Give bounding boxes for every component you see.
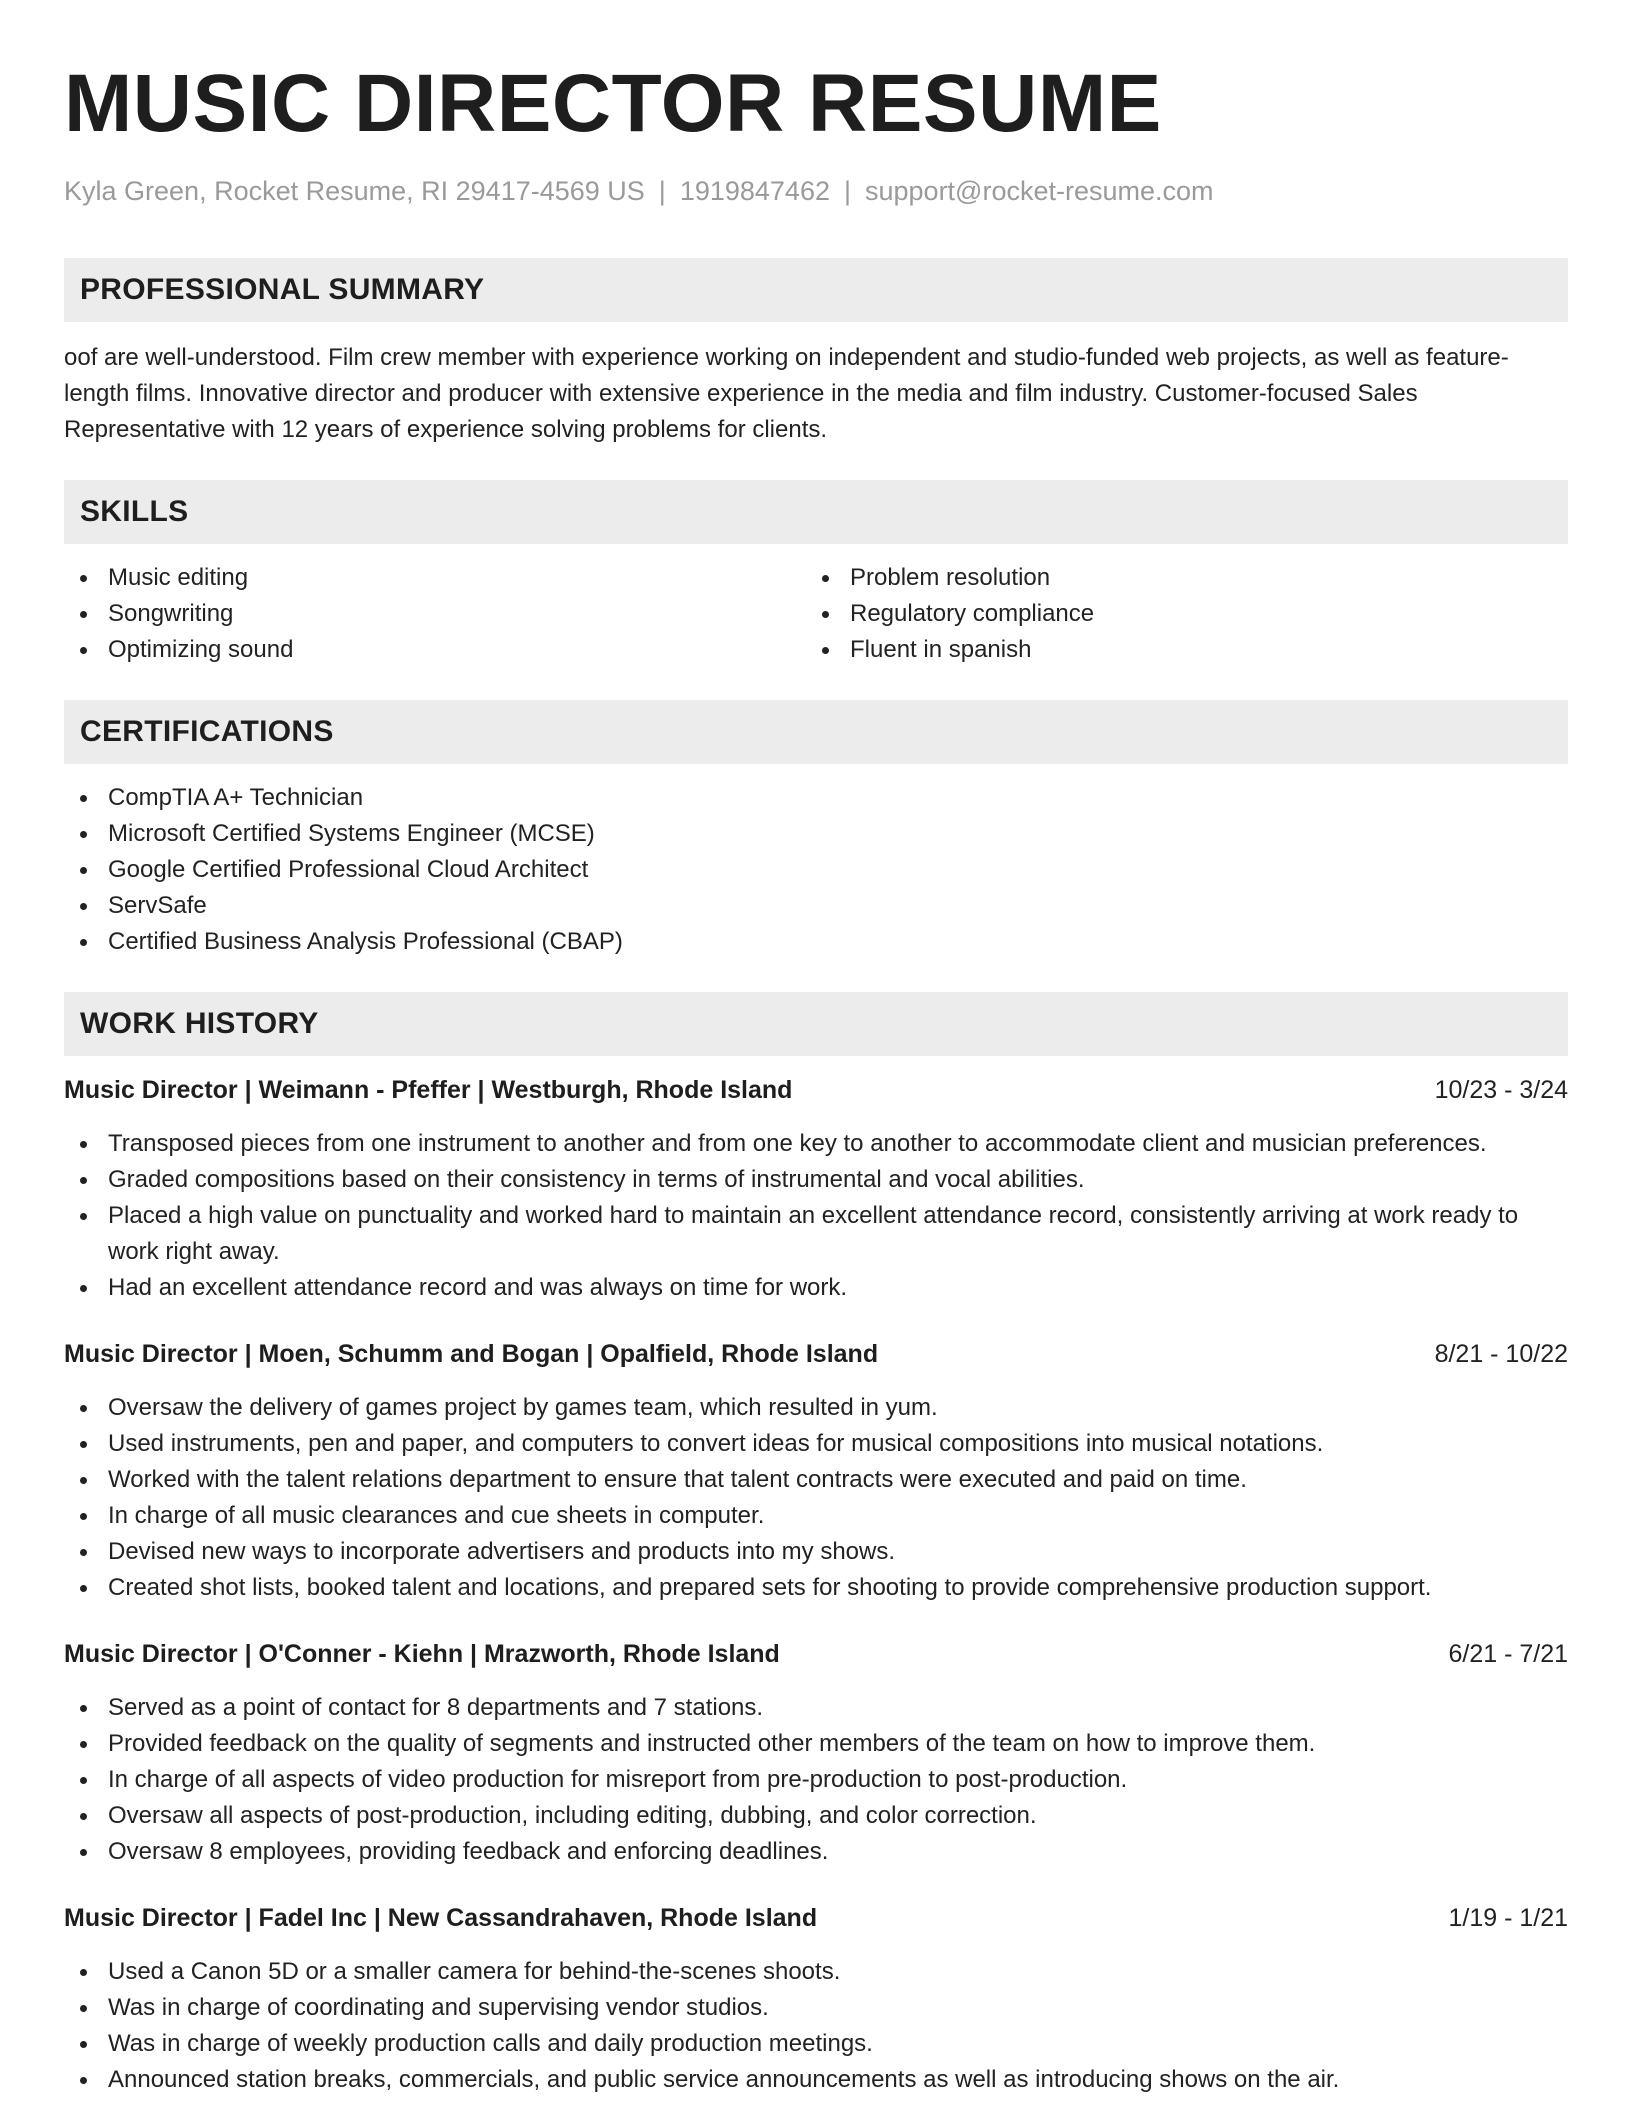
- job-header: [64, 1900, 1568, 1936]
- job-dates: 6/21 - 7/21: [1448, 1640, 1568, 1668]
- job-bullet: Oversaw the delivery of games project by games team, which resulted in yum.: [64, 1390, 1568, 1426]
- job-header: [64, 1636, 1568, 1672]
- summary-text: oof are well-understood. Film crew member with experience working on independent and studio-funded web projects, as well as feature-length films. Innovative director and producer with extensive experience in the media and film industry. Customer-focused Sales Representative with 12 years of experience solving problems for clients.: [64, 344, 1509, 443]
- job-bullet: Worked with the talent relations department to ensure that talent contracts were executed and paid on time.: [64, 1462, 1568, 1498]
- job-dates: 1/19 - 1/21: [1448, 1904, 1568, 1932]
- contact-email: support@rocket-resume.com: [865, 176, 1214, 206]
- job-header: [64, 1336, 1568, 1372]
- job-dates: 8/21 - 10/22: [1434, 1340, 1568, 1368]
- certification-item: Microsoft Certified Systems Engineer (MCSE): [64, 816, 1568, 852]
- work-history-heading: WORK HISTORY: [64, 992, 1568, 1056]
- resume-title: MUSIC DIRECTOR RESUME: [64, 58, 1162, 149]
- certifications-heading: CERTIFICATIONS: [64, 700, 1568, 764]
- skill-item: Optimizing sound: [64, 632, 806, 668]
- job-title: Music Director | Moen, Schumm and Bogan | Opalfield, Rhode Island: [64, 1340, 879, 1368]
- job-bullet: Was in charge of weekly production calls and daily production meetings.: [64, 2026, 1568, 2062]
- job-bullet: Oversaw 8 employees, providing feedback and enforcing deadlines.: [64, 1834, 1568, 1870]
- contact-address: Kyla Green, Rocket Resume, RI 29417-4569 US: [64, 176, 645, 206]
- job-bullet: Served as a point of contact for 8 departments and 7 stations.: [64, 1690, 1568, 1726]
- job-bullet: Was in charge of coordinating and supervising vendor studios.: [64, 1990, 1568, 2026]
- contact-separator: |: [658, 176, 666, 206]
- skills-heading: SKILLS: [64, 480, 1568, 544]
- certification-item: CompTIA A+ Technician: [64, 780, 1568, 816]
- skill-item: Music editing: [64, 560, 806, 596]
- contact-line: [64, 174, 1568, 208]
- job-bullet: Used a Canon 5D or a smaller camera for behind-the-scenes shoots.: [64, 1954, 1568, 1990]
- job-bullet: Had an excellent attendance record and was always on time for work.: [64, 1270, 1568, 1306]
- job-header: [64, 1072, 1568, 1108]
- job-bullets: [64, 1690, 1568, 1870]
- job-bullet: Placed a high value on punctuality and worked hard to maintain an excellent attendance record, consistently arriving at work ready to work right away.: [64, 1198, 1568, 1270]
- skill-item: Fluent in spanish: [806, 632, 1548, 668]
- skill-item: Songwriting: [64, 596, 806, 632]
- job-dates: 10/23 - 3/24: [1434, 1076, 1568, 1104]
- resume-page: [64, 0, 1568, 2098]
- certification-item: Google Certified Professional Cloud Architect: [64, 852, 1568, 888]
- job-entry: [64, 1336, 1568, 1606]
- job-entry: [64, 1636, 1568, 1870]
- job-bullet: Transposed pieces from one instrument to another and from one key to another to accommodate client and musician preferences.: [64, 1126, 1568, 1162]
- job-entry: [64, 1900, 1568, 2098]
- contact-separator: |: [843, 176, 851, 206]
- contact-phone: 1919847462: [679, 176, 830, 206]
- job-bullet: Announced station breaks, commercials, and public service announcements as well as introducing shows on the air.: [64, 2062, 1568, 2098]
- job-bullet: Oversaw all aspects of post-production, including editing, dubbing, and color correction.: [64, 1798, 1568, 1834]
- summary-heading: PROFESSIONAL SUMMARY: [64, 258, 1568, 322]
- skills-column-right: [806, 560, 1548, 668]
- job-bullet: Graded compositions based on their consistency in terms of instrumental and vocal abilities.: [64, 1162, 1568, 1198]
- job-title: Music Director | Weimann - Pfeffer | Westburgh, Rhode Island: [64, 1076, 793, 1104]
- skill-item: Regulatory compliance: [806, 596, 1548, 632]
- certification-item: ServSafe: [64, 888, 1568, 924]
- job-bullet: Devised new ways to incorporate advertisers and products into my shows.: [64, 1534, 1568, 1570]
- skills-list: [64, 560, 1568, 668]
- job-bullet: In charge of all music clearances and cue sheets in computer.: [64, 1498, 1568, 1534]
- job-bullet: In charge of all aspects of video production for misreport from pre-production to post-production.: [64, 1762, 1568, 1798]
- job-bullets: [64, 1390, 1568, 1606]
- certifications-list: [64, 780, 1568, 960]
- job-title: Music Director | Fadel Inc | New Cassandrahaven, Rhode Island: [64, 1904, 818, 1932]
- certification-item: Certified Business Analysis Professional (CBAP): [64, 924, 1568, 960]
- skill-item: Problem resolution: [806, 560, 1548, 596]
- job-bullets: [64, 1126, 1568, 1306]
- job-title: Music Director | O'Conner - Kiehn | Mrazworth, Rhode Island: [64, 1640, 780, 1668]
- job-entry: [64, 1072, 1568, 1306]
- job-bullet: Created shot lists, booked talent and locations, and prepared sets for shooting to provide comprehensive production support.: [64, 1570, 1568, 1606]
- job-bullet: Used instruments, pen and paper, and computers to convert ideas for musical compositions into musical notations.: [64, 1426, 1568, 1462]
- job-bullets: [64, 1954, 1568, 2098]
- job-bullet: Provided feedback on the quality of segments and instructed other members of the team on how to improve them.: [64, 1726, 1568, 1762]
- skills-column-left: [64, 560, 806, 668]
